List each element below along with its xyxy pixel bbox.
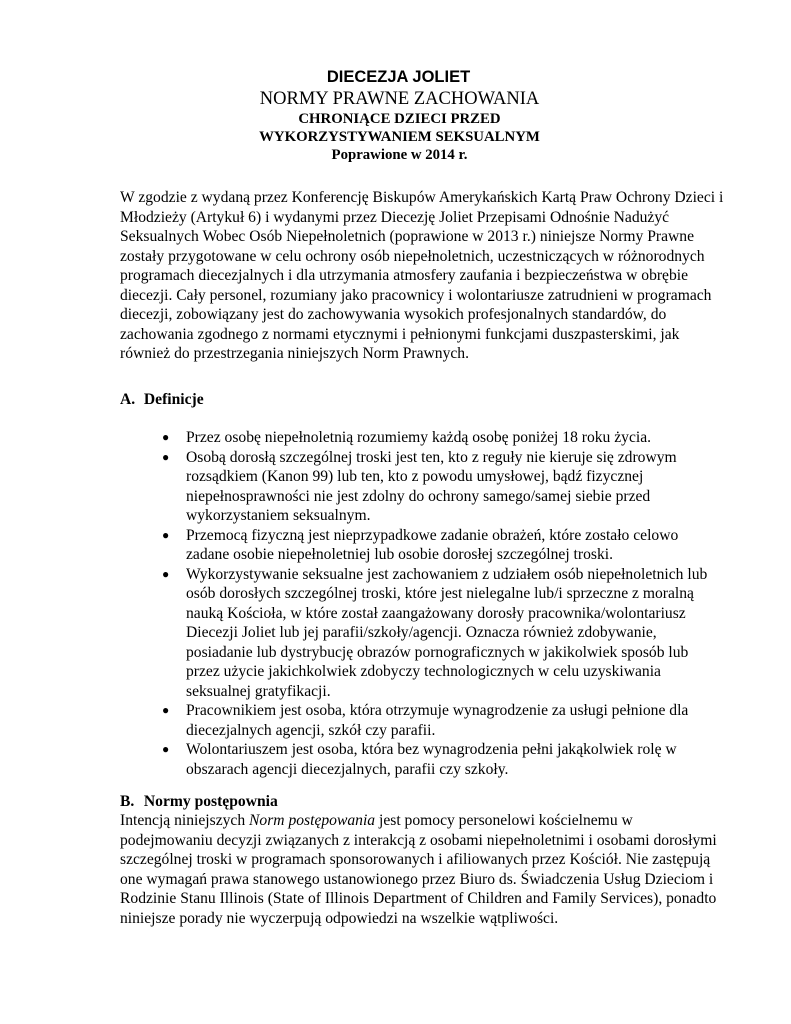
section-b-paragraph [120, 811, 720, 928]
intro-line: zachowania zgodnego z normami etycznymi i pełnionymi funkcjami duszpasterskimi, jak [120, 325, 680, 343]
document-header [0, 66, 791, 164]
definition-line: Przez osobę niepełnoletnią rozumiemy każdą osobę poniżej 18 roku życia. [186, 429, 652, 446]
document-subtitle-line-2: WYKORZYSTYWANIEM SEKSUALNYM [259, 129, 540, 145]
section-b-heading [120, 792, 278, 812]
definition-item-volunteer [162, 740, 722, 779]
intro-line: Młodzieży (Artykuł 6) i wydanymi przez Diecezję Joliet Przepisami Odnośnie Nadużyć [120, 208, 670, 226]
bullet-icon: ● [162, 527, 170, 542]
intro-line: zostały przygotowane w celu ochrony osób niepełnoletnich, uczestniczących w różnorodnych [120, 247, 705, 265]
definition-item-physical-abuse [162, 526, 722, 565]
bullet-icon: ● [162, 703, 170, 717]
intro-line: Seksualnych Wobec Osób Niepełnoletnich (poprawione w 2013 r.) niniejsze Normy Prawne [120, 228, 694, 245]
definition-line: Wykorzystywanie seksualne jest zachowaniem z udziałem osób niepełnoletnich lub [186, 565, 708, 583]
document-subtitle-line-1: CHRONIĄCE DZIECI PRZED [298, 111, 501, 127]
revision-note: Poprawione w 2014 r. [331, 147, 468, 163]
bullet-icon: ● [162, 566, 170, 581]
definition-item-minor [162, 428, 722, 448]
intro-paragraph [120, 188, 724, 364]
section-b-letter: B. [120, 793, 135, 810]
definitions-list [162, 428, 722, 779]
section-b-line: Rodzinie Stanu Illinois (State of Illinois Department of Children and Family Services), ponadto [120, 890, 717, 907]
intro-line: również do przestrzegania niniejszych Norm Prawnych. [120, 345, 470, 362]
first-line-rest: jest pomocy personelowi kościelnemu w [375, 812, 633, 829]
definition-line: Wolontariuszem jest osoba, która bez wynagrodzenia pełni jakąkolwiek rolę w [186, 741, 677, 758]
section-b-line: one wymagań prawa stanowego ustanowionego przez Biuro ds. Świadczenia Usług Dzieciom i [120, 870, 714, 888]
definition-line: nauką Kościoła, w które został zaangażowany dorosły pracownika/wolontariusz [186, 604, 686, 622]
document-title: NORMY PRAWNE ZACHOWANIA [259, 89, 540, 109]
definition-line: osób dorosłych szczególnej troski, które jest nielegalne lub/i sprzeczne z moralną [186, 585, 694, 602]
section-b-line: szczególnej troski w programach sponsorowanych i afiliowanych przez Kościół. Nie zastępują [120, 851, 711, 868]
section-b-first-line [120, 811, 720, 831]
definition-line: Przemocą fizyczną jest nieprzypadkowe zadanie obrażeń, które zostało celowo [186, 526, 679, 544]
intro-line: diecezji. Cały personel, rozumiany jako pracownicy i wolontariusze zatrudnieni w programach [120, 286, 712, 304]
definition-line: Pracownikiem jest osoba, która otrzymuje wynagrodzenie za usługi pełnione dla [186, 702, 689, 719]
definition-line: zadane osobie niepełnoletniej lub osobie dorosłej szczególnej troski. [186, 546, 613, 563]
definition-line: niepełnosprawności nie jest zdolny do ochrony samego/samej siebie przed [186, 487, 651, 505]
definition-item-employee [162, 701, 722, 740]
definition-line: rozsądkiem (Kanon 99) lub ten, kto z powodu umysłowej, bądź fizycznej [186, 468, 644, 485]
definition-line: posiadanie lub dystrybucję obrazów pornograficznych w jakikolwiek sposób lub [186, 643, 689, 661]
italic-term: Norm postępowania [249, 812, 376, 829]
bullet-icon: ● [162, 449, 170, 464]
section-b-line: niniejsze porady nie wyczerpują odpowiedzi na wszelkie wątpliwości. [120, 909, 559, 927]
diocese-name: DIECEZJA JOLIET [326, 68, 471, 86]
section-a-title: Definicje [143, 391, 204, 408]
definition-line: obszarach agencji diecezjalnych, parafii czy szkoły. [186, 760, 509, 778]
intro-line: W zgodzie z wydaną przez Konferencję Biskupów Amerykańskich Kartą Praw Ochrony Dzieci i [120, 189, 724, 206]
definition-line: seksualnej gratyfikacji. [186, 682, 331, 700]
definition-line: wykorzystaniem seksualnym. [186, 507, 371, 524]
bullet-icon: ● [162, 430, 170, 444]
bullet-icon: ● [162, 742, 170, 756]
definition-line: Osobą dorosłą szczególnej troski jest ten, kto z reguły nie kieruje się zdrowym [186, 448, 677, 466]
intro-line: programach diecezjalnych i dla utrzymania atmosfery zaufania i bezpieczeństwa w obrębie [120, 267, 689, 284]
intro-line: diecezji, zobowiązany jest do zachowywania wysokich profesjonalnych standardów, do [120, 306, 667, 323]
section-a-letter: A. [120, 391, 136, 408]
definition-line: przez użycie jakichkolwiek zdobyczy technologicznych w celu uzyskiwania [186, 663, 661, 680]
section-b-title: Normy postępownia [143, 793, 278, 810]
definition-line: Diecezji Joliet lub jej parafii/szkoły/agencji. Oznacza również zdobywanie, [186, 624, 657, 641]
section-a-heading [120, 390, 204, 410]
definition-item-vulnerable-adult [162, 448, 722, 526]
definition-item-sexual-abuse [162, 565, 722, 702]
definition-line: diecezjalnych agencji, szkół czy parafii. [186, 721, 436, 739]
first-line-lead: Intencją niniejszych [120, 812, 250, 829]
section-b-line: podejmowaniu decyzji związanych z interakcją z osobami niepełnoletnimi i osobami dorosłymi [120, 831, 717, 849]
